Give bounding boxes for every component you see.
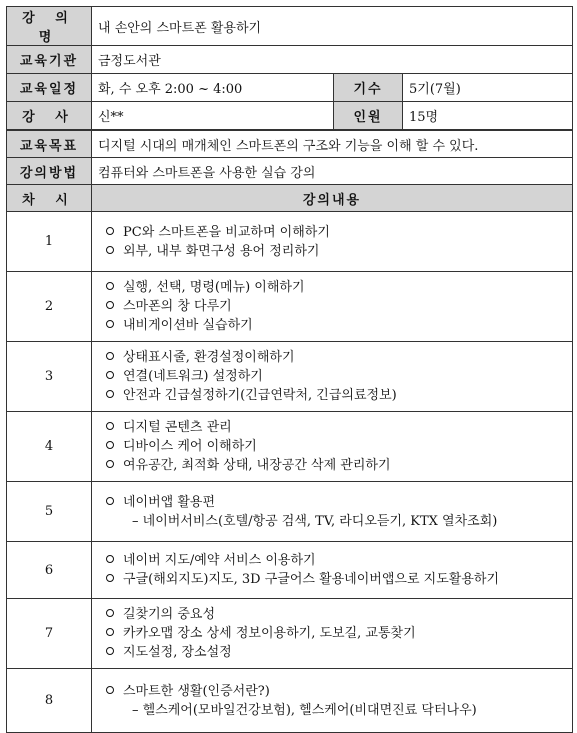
schedule-row bbox=[7, 74, 573, 102]
session-content bbox=[92, 212, 573, 272]
circle-bullet-icon bbox=[106, 497, 114, 505]
session-content bbox=[92, 482, 573, 542]
circle-bullet-icon bbox=[106, 460, 114, 468]
method-label: 강의방법 bbox=[7, 158, 92, 185]
session-row bbox=[7, 272, 573, 342]
bullet-text: 네이버 지도/예약 서비스 이용하기 bbox=[123, 553, 316, 568]
session-number: 5 bbox=[7, 482, 92, 542]
course-name-label: 강 의 명 bbox=[7, 7, 92, 46]
bullet-item bbox=[106, 223, 562, 242]
circle-bullet-icon bbox=[106, 441, 114, 449]
bullet-text: 길찾기의 중요성 bbox=[123, 607, 216, 622]
circle-bullet-icon bbox=[106, 609, 114, 617]
bullet-item bbox=[106, 242, 562, 261]
schedule-label: 교육일정 bbox=[7, 74, 92, 102]
course-name-row bbox=[7, 7, 573, 46]
bullet-text: 내비게이션바 실습하기 bbox=[123, 318, 253, 333]
session-row bbox=[7, 542, 573, 599]
bullet-item bbox=[106, 624, 562, 643]
schedule-value: 화, 수 오후 2:00 ~ 4:00 bbox=[92, 74, 334, 102]
objective-label: 교육목표 bbox=[7, 131, 92, 158]
institution-row bbox=[7, 46, 573, 74]
circle-bullet-icon bbox=[106, 282, 114, 290]
session-number: 3 bbox=[7, 342, 92, 412]
bullet-text: 스마폰의 창 다루기 bbox=[123, 299, 232, 314]
objective-value: 디지털 시대의 매개체인 스마트폰의 구조와 기능을 이해 할 수 있다. bbox=[92, 131, 573, 158]
circle-bullet-icon bbox=[106, 647, 114, 655]
bullet-item bbox=[106, 348, 562, 367]
session-number: 7 bbox=[7, 599, 92, 669]
bullet-text: 지도설정, 장소설정 bbox=[123, 645, 232, 660]
bullet-text: 카카오맵 장소 상세 정보이용하기, 도보길, 교통찾기 bbox=[123, 626, 416, 641]
sub-item-text: – 네이버서비스(호텔/항공 검색, TV, 라디오듣기, KTX 열차조회) bbox=[132, 513, 498, 529]
session-content bbox=[92, 669, 573, 733]
session-row bbox=[7, 412, 573, 482]
headcount-value: 15명 bbox=[403, 102, 573, 130]
bullet-text: 디지털 콘텐츠 관리 bbox=[123, 420, 232, 435]
circle-bullet-icon bbox=[106, 227, 114, 235]
bullet-item bbox=[106, 570, 562, 589]
institution-label: 교육기관 bbox=[7, 46, 92, 74]
bullet-item bbox=[106, 456, 562, 475]
session-rows bbox=[7, 212, 573, 733]
bullet-text: 네이버앱 활용편 bbox=[123, 494, 216, 510]
session-content bbox=[92, 272, 573, 342]
instructor-label: 강 사 bbox=[7, 102, 92, 130]
bullet-item bbox=[106, 605, 562, 624]
circle-bullet-icon bbox=[106, 628, 114, 636]
bullet-item bbox=[106, 278, 562, 297]
bullet-item bbox=[106, 386, 562, 405]
content-header: 강의내용 bbox=[92, 185, 573, 212]
circle-bullet-icon bbox=[106, 301, 114, 309]
bullet-item bbox=[106, 437, 562, 456]
instructor-value: 신** bbox=[92, 102, 334, 130]
bullet-text: 구글(해외지도)지도, 3D 구글어스 활용네이버앱으로 지도활용하기 bbox=[123, 572, 500, 587]
bullet-item bbox=[106, 418, 562, 437]
circle-bullet-icon bbox=[106, 246, 114, 254]
bullet-text: 연결(네트워크) 설정하기 bbox=[123, 369, 263, 384]
session-number: 2 bbox=[7, 272, 92, 342]
bullet-text: 스마트한 생활(인증서란?) bbox=[123, 683, 270, 699]
bullet-text: 디바이스 케어 이해하기 bbox=[123, 439, 257, 454]
course-info-table bbox=[6, 6, 573, 130]
bullet-item bbox=[106, 551, 562, 570]
session-content bbox=[92, 412, 573, 482]
session-number: 1 bbox=[7, 212, 92, 272]
method-row bbox=[7, 158, 573, 185]
circle-bullet-icon bbox=[106, 422, 114, 430]
session-content bbox=[92, 342, 573, 412]
session-number: 4 bbox=[7, 412, 92, 482]
term-value: 5기(7월) bbox=[403, 74, 573, 102]
bullet-item bbox=[106, 682, 562, 701]
bullet-text: 실행, 선택, 명령(메뉴) 이해하기 bbox=[123, 280, 305, 295]
session-content bbox=[92, 599, 573, 669]
session-row bbox=[7, 669, 573, 733]
method-value: 컴퓨터와 스마트폰을 사용한 실습 강의 bbox=[92, 158, 573, 185]
bullet-item bbox=[106, 493, 562, 512]
course-content-table bbox=[6, 130, 573, 733]
session-row bbox=[7, 599, 573, 669]
session-number: 6 bbox=[7, 542, 92, 599]
headcount-label: 인원 bbox=[334, 102, 403, 130]
sub-item-text: – 헬스케어(모바일건강보험), 헬스케어(비대면진료 닥터나우) bbox=[132, 702, 477, 718]
bullet-text: 안전과 긴급설정하기(긴급연락처, 긴급의료정보) bbox=[123, 388, 397, 403]
circle-bullet-icon bbox=[106, 320, 114, 328]
instructor-row bbox=[7, 102, 573, 130]
objective-row bbox=[7, 131, 573, 158]
session-row bbox=[7, 212, 573, 272]
term-label: 기수 bbox=[334, 74, 403, 102]
bullet-text: 상태표시줄, 환경설정이해하기 bbox=[123, 350, 295, 365]
session-row bbox=[7, 482, 573, 542]
session-content bbox=[92, 542, 573, 599]
circle-bullet-icon bbox=[106, 574, 114, 582]
course-name-value: 내 손안의 스마트폰 활용하기 bbox=[92, 7, 573, 46]
schedule-header-row bbox=[7, 185, 573, 212]
bullet-item bbox=[106, 643, 562, 662]
circle-bullet-icon bbox=[106, 390, 114, 398]
circle-bullet-icon bbox=[106, 686, 114, 694]
institution-value: 금정도서관 bbox=[92, 46, 573, 74]
circle-bullet-icon bbox=[106, 371, 114, 379]
session-number: 8 bbox=[7, 669, 92, 733]
bullet-item bbox=[106, 316, 562, 335]
bullet-text: 외부, 내부 화면구성 용어 정리하기 bbox=[123, 243, 320, 259]
circle-bullet-icon bbox=[106, 352, 114, 360]
session-header: 차 시 bbox=[7, 185, 92, 212]
bullet-item bbox=[106, 297, 562, 316]
bullet-text: 여유공간, 최적화 상태, 내장공간 삭제 관리하기 bbox=[123, 458, 391, 473]
circle-bullet-icon bbox=[106, 555, 114, 563]
session-row bbox=[7, 342, 573, 412]
bullet-text: PC와 스마트폰을 비교하며 이해하기 bbox=[123, 224, 330, 240]
bullet-item bbox=[106, 367, 562, 386]
